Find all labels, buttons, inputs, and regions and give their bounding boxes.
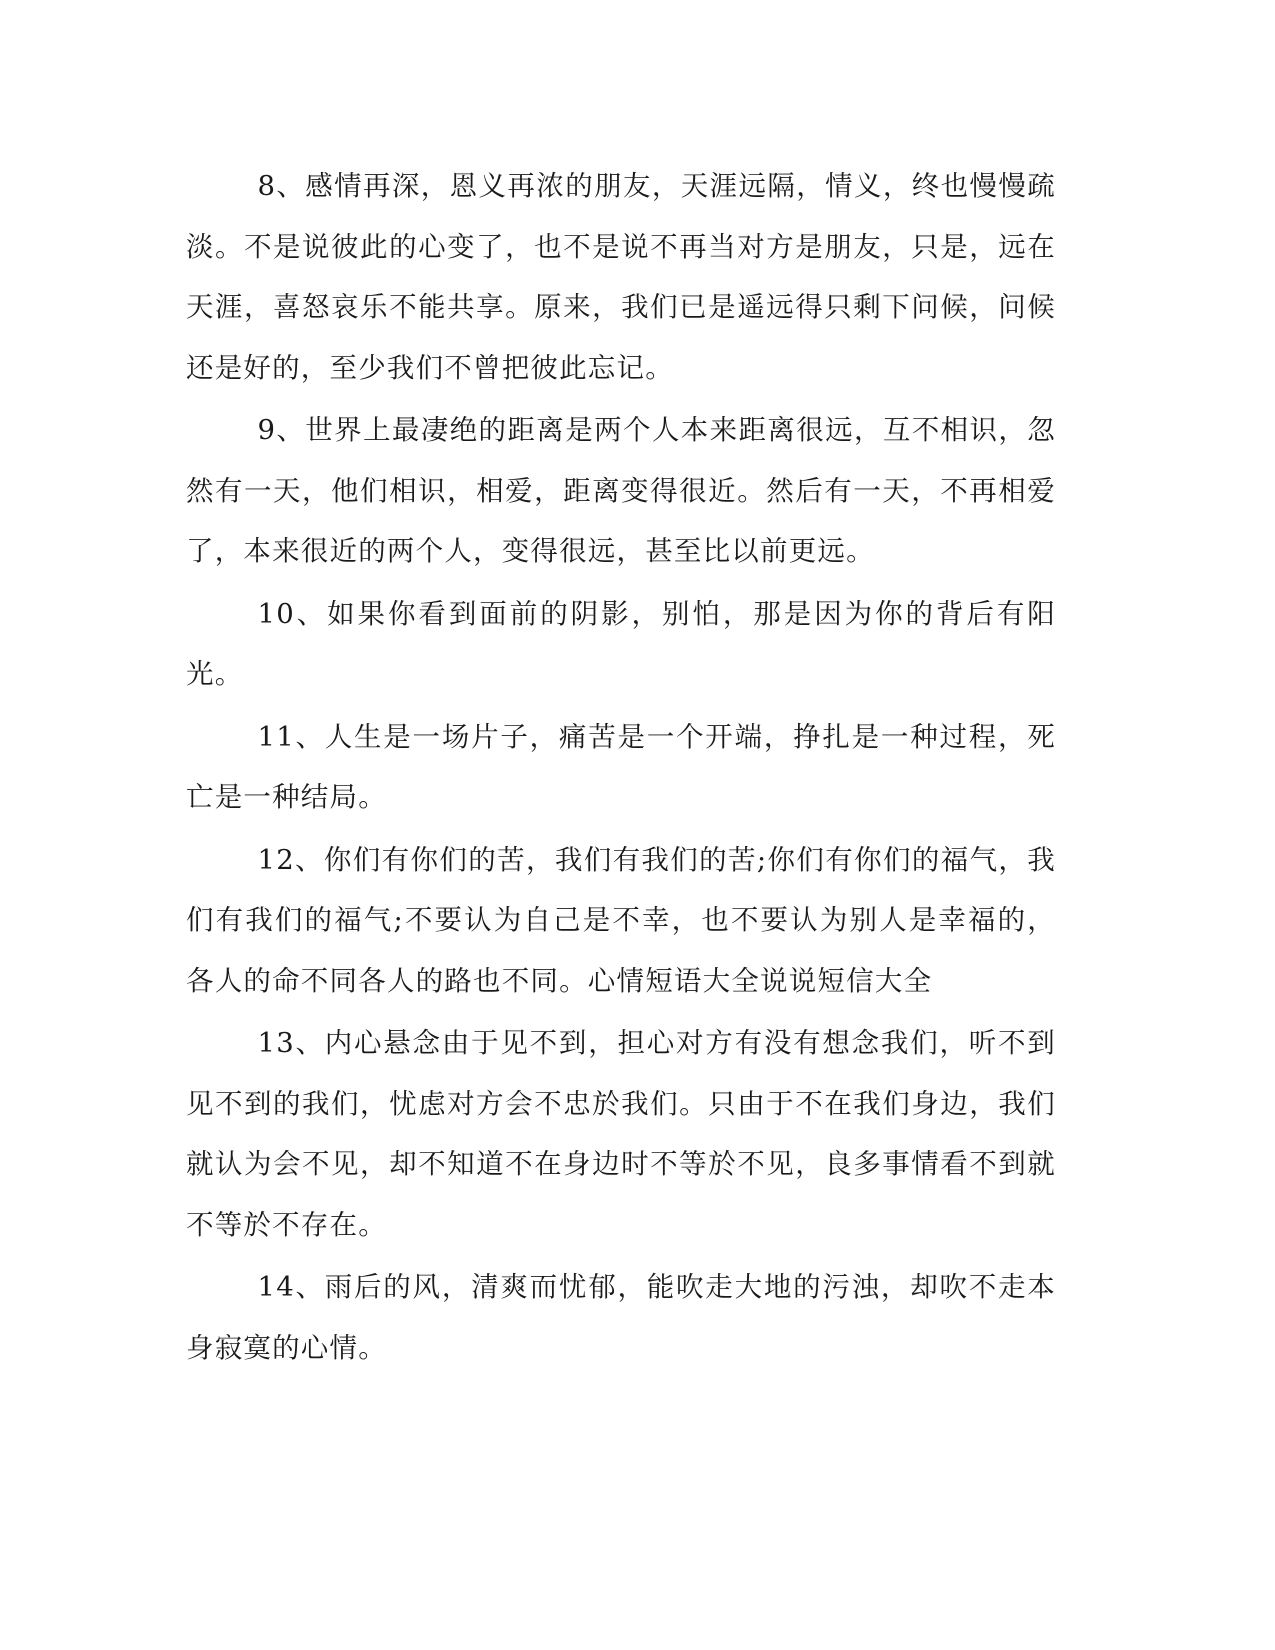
paragraph-13: 13、内心悬念由于见不到，担心对方有没有想念我们，听不到见不到的我们，忧虑对方会不忠於我们。只由于不在我们身边，我们就认为会不见，却不知道不在身边时不等於不见，良多事情看不到就不等於不存在。 [186, 1027, 1056, 1241]
paragraph-9: 9、世界上最凄绝的距离是两个人本来距离很远，互不相识，忽然有一天，他们相识，相爱，距离变得很近。然后有一天，不再相爱了，本来很近的两个人，变得很远，甚至比以前更远。 [186, 414, 1056, 567]
paragraph-10: 10、如果你看到面前的阴影，别怕，那是因为你的背后有阳光。 [186, 597, 1056, 690]
paragraph-11: 11、人生是一场片子，痛苦是一个开端，挣扎是一种过程，死亡是一种结局。 [186, 720, 1056, 813]
document-body [186, 156, 1056, 1380]
paragraph-14: 14、雨后的风，清爽而忧郁，能吹走大地的污浊，却吹不走本身寂寞的心情。 [186, 1271, 1056, 1364]
paragraph-12: 12、你们有你们的苦，我们有我们的苦;你们有你们的福气，我们有我们的福气;不要认为自己是不幸，也不要认为别人是幸福的，各人的命不同各人的路也不同。心情短语大全说说短信大全 [186, 843, 1056, 997]
paragraph-8: 8、感情再深，恩义再浓的朋友，天涯远隔，情义，终也慢慢疏淡。不是说彼此的心变了，也不是说不再当对方是朋友，只是，远在天涯，喜怒哀乐不能共享。原来，我们已是遥远得只剩下问候，问候还是好的，至少我们不曾把彼此忘记。 [186, 170, 1056, 384]
